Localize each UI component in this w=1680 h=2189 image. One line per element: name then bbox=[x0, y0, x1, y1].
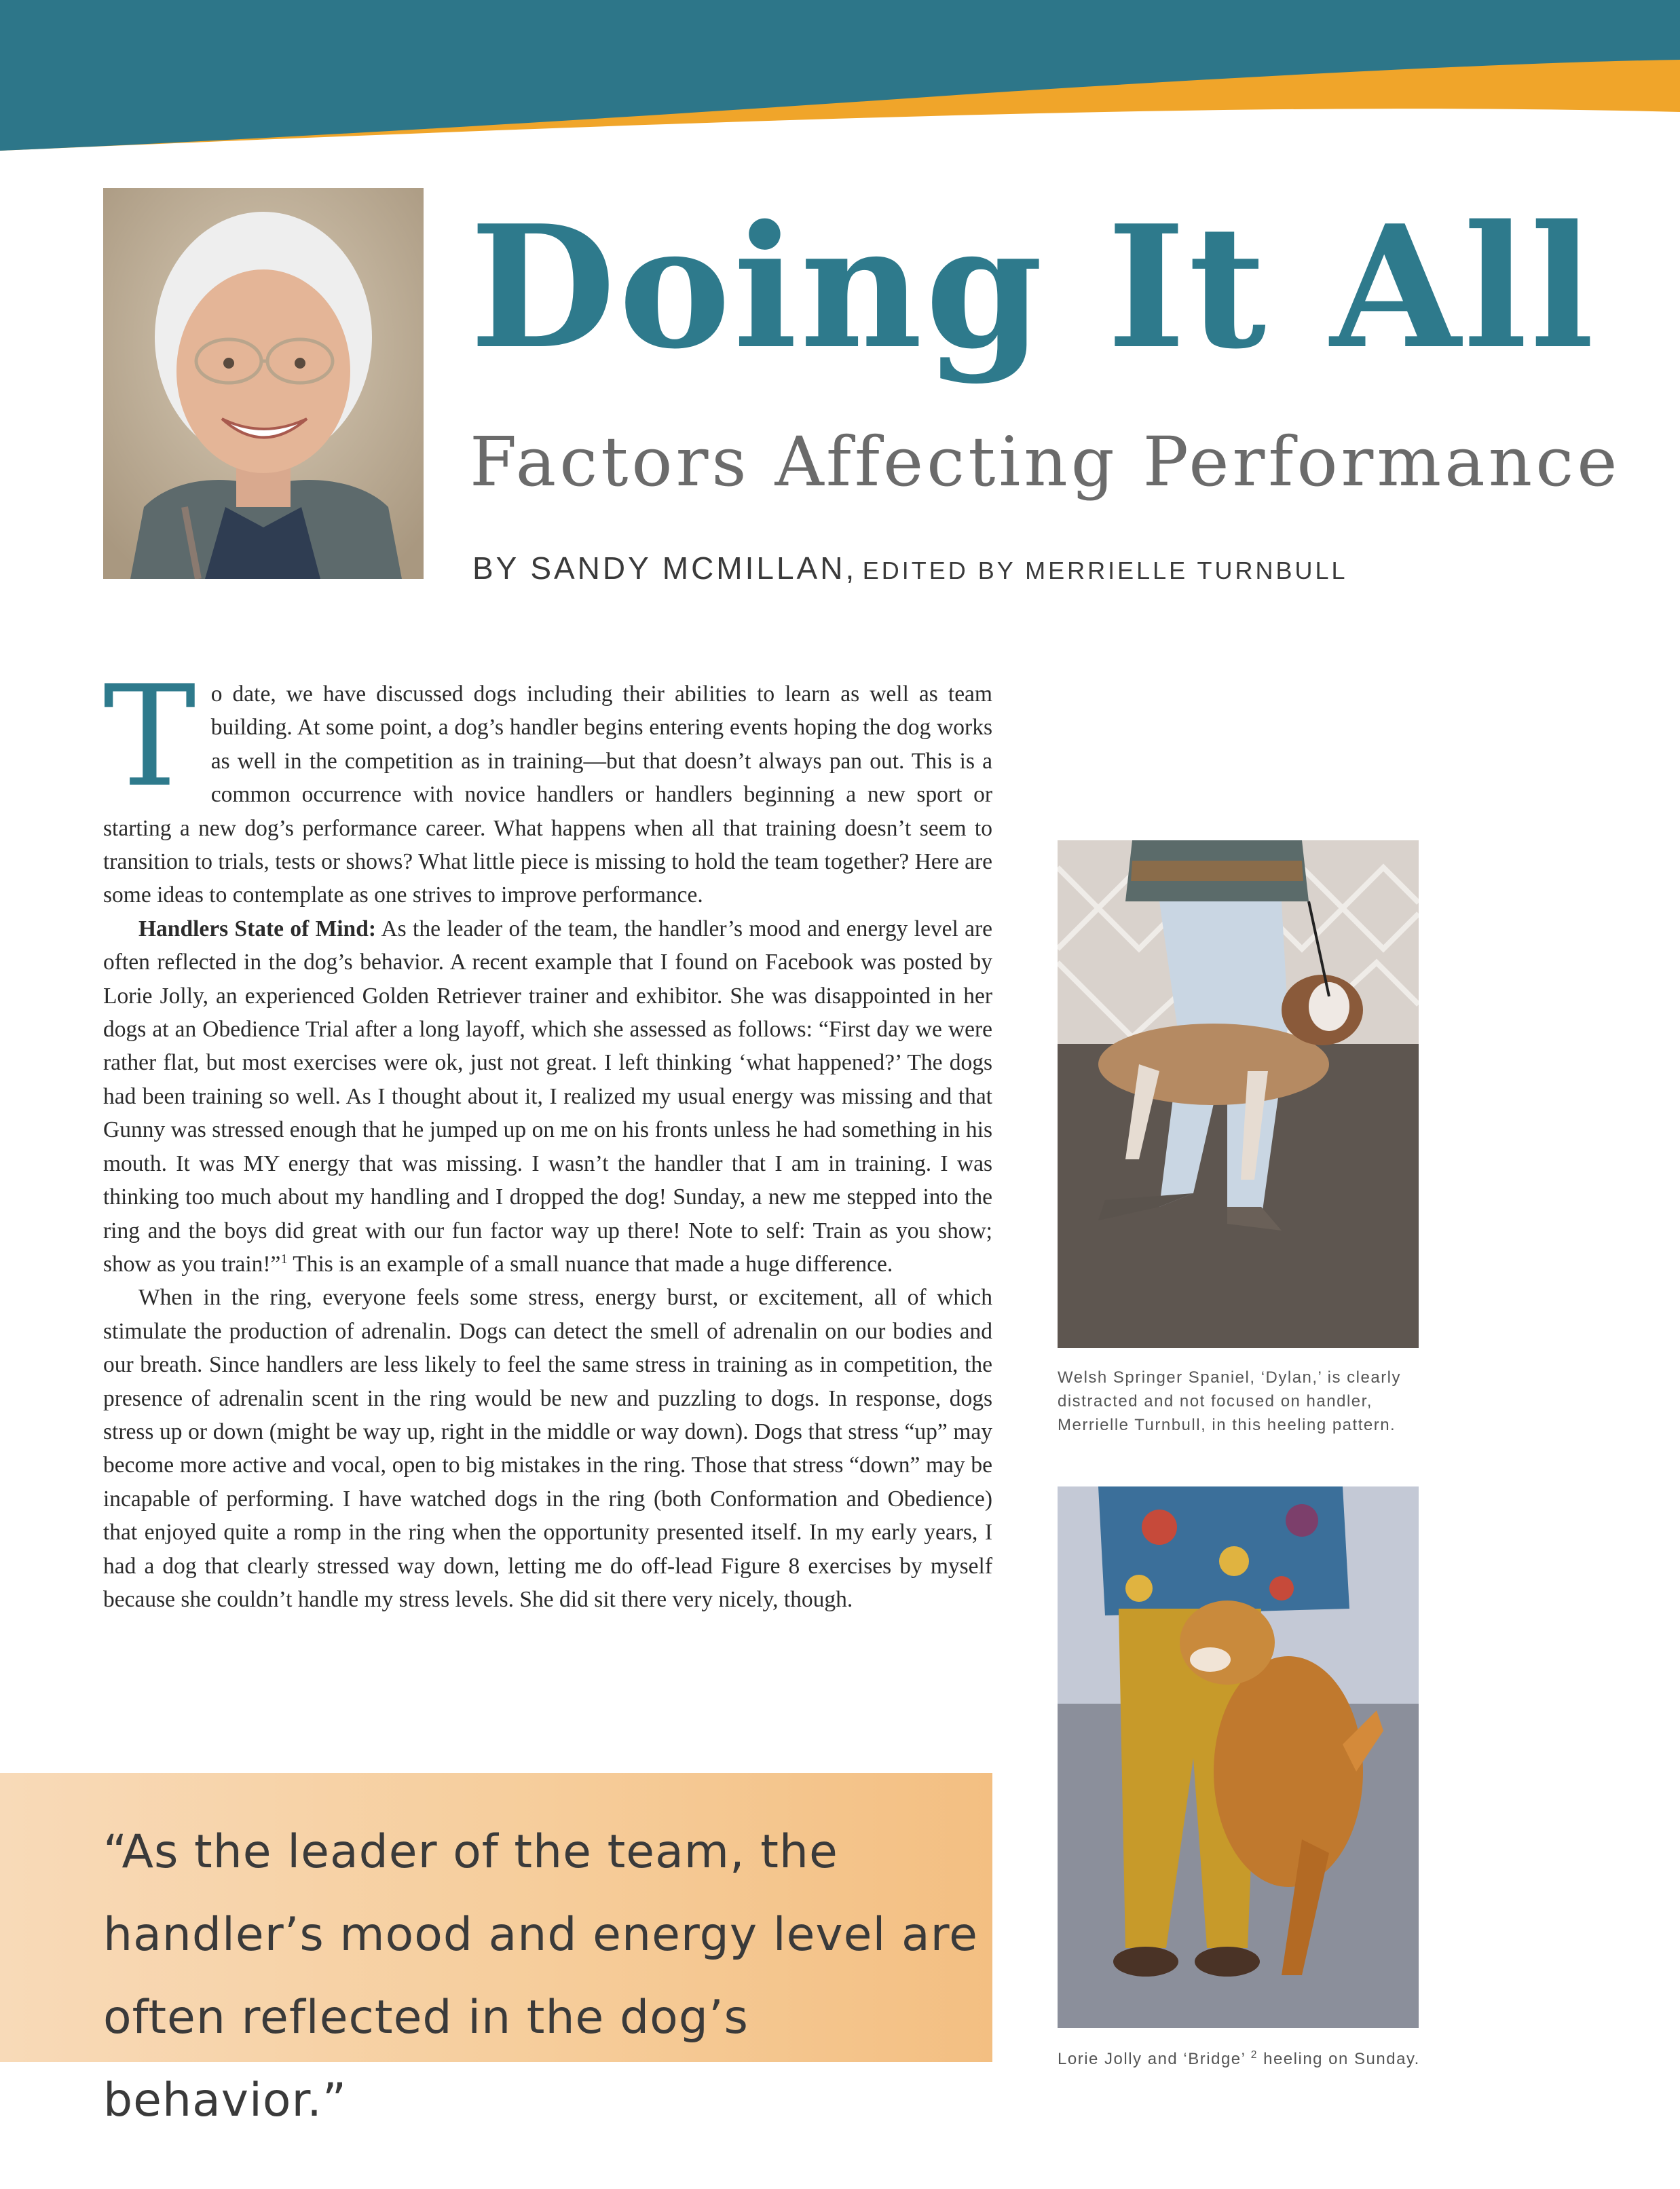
article-title: Doing It All bbox=[470, 189, 1597, 386]
pull-quote-text: “As the leader of the team, the handler’s mood and energy level are often reflected in the dog’s behavior.” bbox=[103, 1825, 978, 2127]
photo-golden-heeling bbox=[1058, 1486, 1419, 2028]
paragraph-2 bbox=[103, 912, 992, 1281]
article-subtitle: Factors Affecting Performance bbox=[470, 422, 1621, 502]
header-banner bbox=[0, 0, 1680, 163]
photo-caption-golden-text: Lorie Jolly and ‘Bridge’ bbox=[1058, 2050, 1246, 2068]
paragraph-3: When in the ring, everyone feels some stress, energy burst, or excitement, all of which stimulate the production of adrenalin. Dogs can detect the smell of adrenalin on our bodies and our breath. Since handlers are less likely to feel the same stress in training as in competition, the presence of adrenalin scent in the ring would be new and puzzling to dogs. In response, dogs stress up or down (might be way up, right in the middle or way down). Dogs that stress “up” may become more active and vocal, open to big mistakes in the ring. Those that stress “down” may be incapable of performing. I have watched dogs in the ring (both Conformation and Obedience) that enjoyed quite a romp in the ring when the opportunity presented itself. In my early years, I had a dog that clearly stressed way down, letting me do off-lead Figure 8 exercises by myself because she couldn’t handle my stress levels. She did sit there very nicely, though. bbox=[103, 1285, 992, 1612]
article-body bbox=[103, 656, 992, 1616]
pull-quote bbox=[0, 1773, 992, 2127]
photo-caption-golden bbox=[1058, 2043, 1465, 2071]
paragraph-1 bbox=[103, 656, 992, 912]
author-photo bbox=[103, 188, 424, 579]
byline-editor: EDITED BY MERRIELLE TURNBULL bbox=[862, 557, 1348, 584]
footnote-ref-2: 2 bbox=[1250, 2049, 1258, 2061]
photo-spaniel-heeling bbox=[1058, 840, 1419, 1348]
byline-author: BY SANDY MCMILLAN, bbox=[472, 550, 857, 586]
paragraph-2-end: This is an example of a small nuance that made a huge difference. bbox=[287, 1251, 893, 1277]
byline bbox=[472, 550, 1348, 586]
photo-caption-golden-end: heeling on Sunday. bbox=[1257, 2050, 1420, 2068]
photo-caption-spaniel: Welsh Springer Spaniel, ‘Dylan,’ is clearly distracted and not focused on handler, Merrielle Turnbull, in this heeling pattern. bbox=[1058, 1368, 1402, 1434]
section-lead-heading: Handlers State of Mind: bbox=[138, 916, 376, 941]
footnote-ref-1: 1 bbox=[280, 1251, 288, 1267]
paragraph-2-text: As the leader of the team, the handler’s mood and energy level are often reflected in the dog’s behavior. A recent example that I found on Facebook was posted by Lorie Jolly, an experienced Golden Retriever trainer and exhibitor. She was disappointed in her dogs at an Obedience Trial after a long layoff, which she assessed as follows: “First day we were rather flat, but most exercises were ok, just not great. I left thinking ‘what happened?’ The dogs had been training so well. As I thought about it, I realized my usual energy was missing and that Gunny was stressed enough that he jumped up on me on his fronts unless he had something in his mouth. It was MY energy that was missing. I wasn’t the handler that I am in training. I was thinking too much about my handling and I dropped the dog! Sunday, a new me stepped into the ring and the boys did great with our fun factor way up there! Note to self: Train as you show; show as you train!” bbox=[103, 916, 992, 1277]
paragraph-1-text: o date, we have discussed dogs including their abilities to learn as well as team building. At some point, a dog’s handler begins entering events hoping the dog works as well in the competition as in training—but that doesn’t always pan out. This is a common occurrence with novice handlers or handlers beginning a new sport or starting a new dog’s performance career. What happens when all that training doesn’t seem to transition to trials, tests or shows? What little piece is missing to hold the team together? Here are some ideas to contemplate as one strives to improve performance. bbox=[103, 681, 992, 908]
drop-cap: T bbox=[103, 656, 196, 818]
